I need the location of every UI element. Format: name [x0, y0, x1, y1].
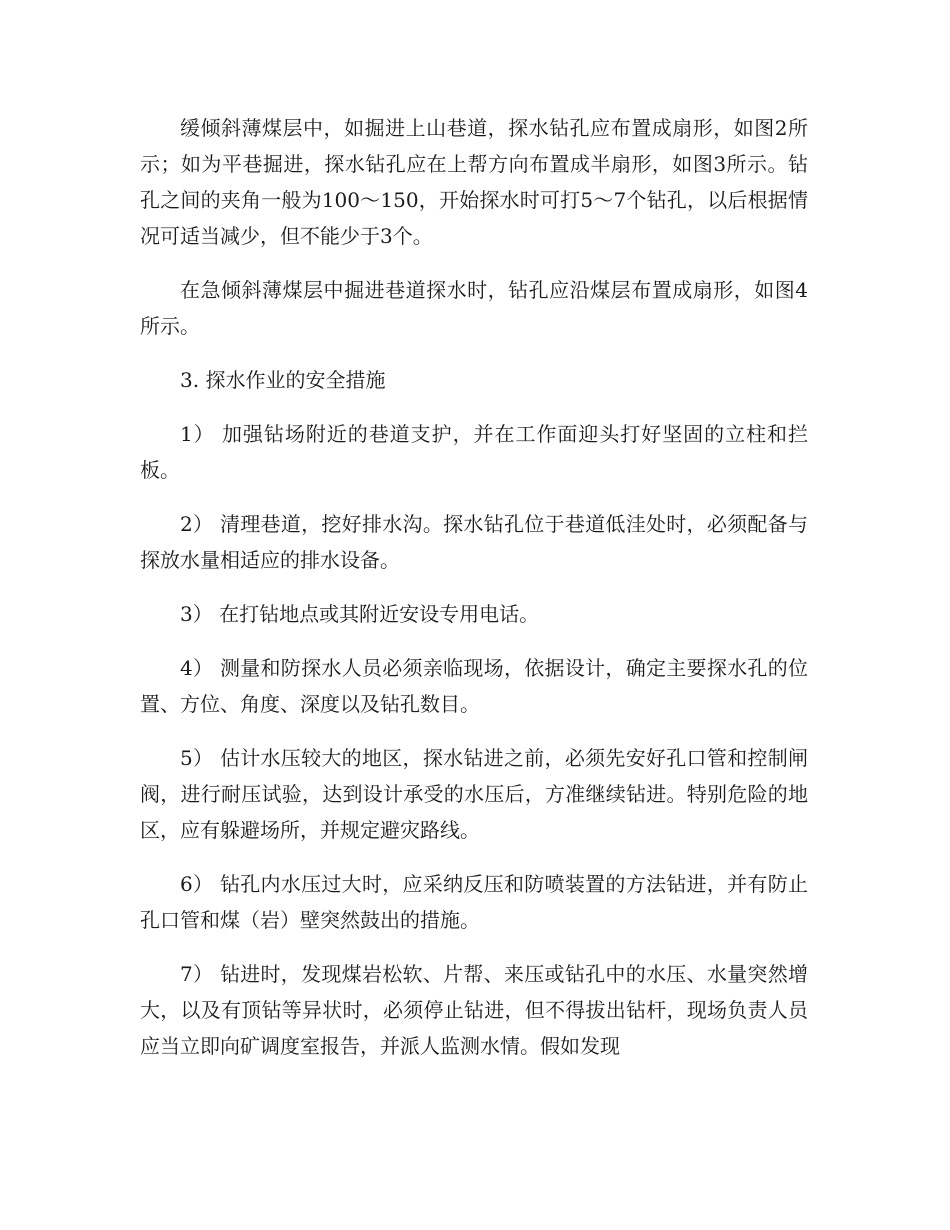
list-item-6: 6） 钻孔内水压过大时，应采纳反压和防喷装置的方法钻进，并有防止孔口管和煤（岩）壁突然鼓出的措施。 — [140, 872, 808, 932]
list-item-4: 4） 测量和防探水人员必须亲临现场，依据设计，确定主要探水孔的位置、方位、角度、深度以及钻孔数目。 — [140, 656, 808, 716]
paragraph-gentle-slope-fan-drilling: 缓倾斜薄煤层中，如掘进上山巷道，探水钻孔应布置成扇形，如图2所示；如为平巷掘进，探水钻孔应在上帮方向布置成半扇形，如图3所示。钻孔之间的夹角一般为100～150，开始探水时可打5～7个钻孔，以后根据情况可适当减少，但不能少于3个。 — [140, 116, 808, 248]
list-item-1: 1） 加强钻场附近的巷道支护，并在工作面迎头打好坚固的立柱和拦板。 — [140, 422, 808, 482]
paragraph-steep-seam-drilling: 在急倾斜薄煤层中掘进巷道探水时，钻孔应沿煤层布置成扇形，如图4所示。 — [140, 278, 808, 338]
list-item-5: 5） 估计水压较大的地区，探水钻进之前，必须先安好孔口管和控制闸阀，进行耐压试验，达到设计承受的水压后，方准继续钻进。特别危险的地区，应有躲避场所，并规定避灾路线。 — [140, 746, 808, 842]
list-item-7: 7） 钻进时，发现煤岩松软、片帮、来压或钻孔中的水压、水量突然增大，以及有顶钻等异状时，必须停止钻进，但不得拔出钻杆，现场负责人员应当立即向矿调度室报告，并派人监测水情。假如发现 — [140, 962, 808, 1058]
document-body — [140, 110, 808, 1082]
section-heading-safety-measures: 3. 探水作业的安全措施 — [180, 368, 386, 392]
list-item-2: 2） 清理巷道，挖好排水沟。探水钻孔位于巷道低洼处时，必须配备与探放水量相适应的排水设备。 — [140, 512, 808, 572]
list-item-3: 3） 在打钻地点或其附近安设专用电话。 — [180, 602, 540, 626]
